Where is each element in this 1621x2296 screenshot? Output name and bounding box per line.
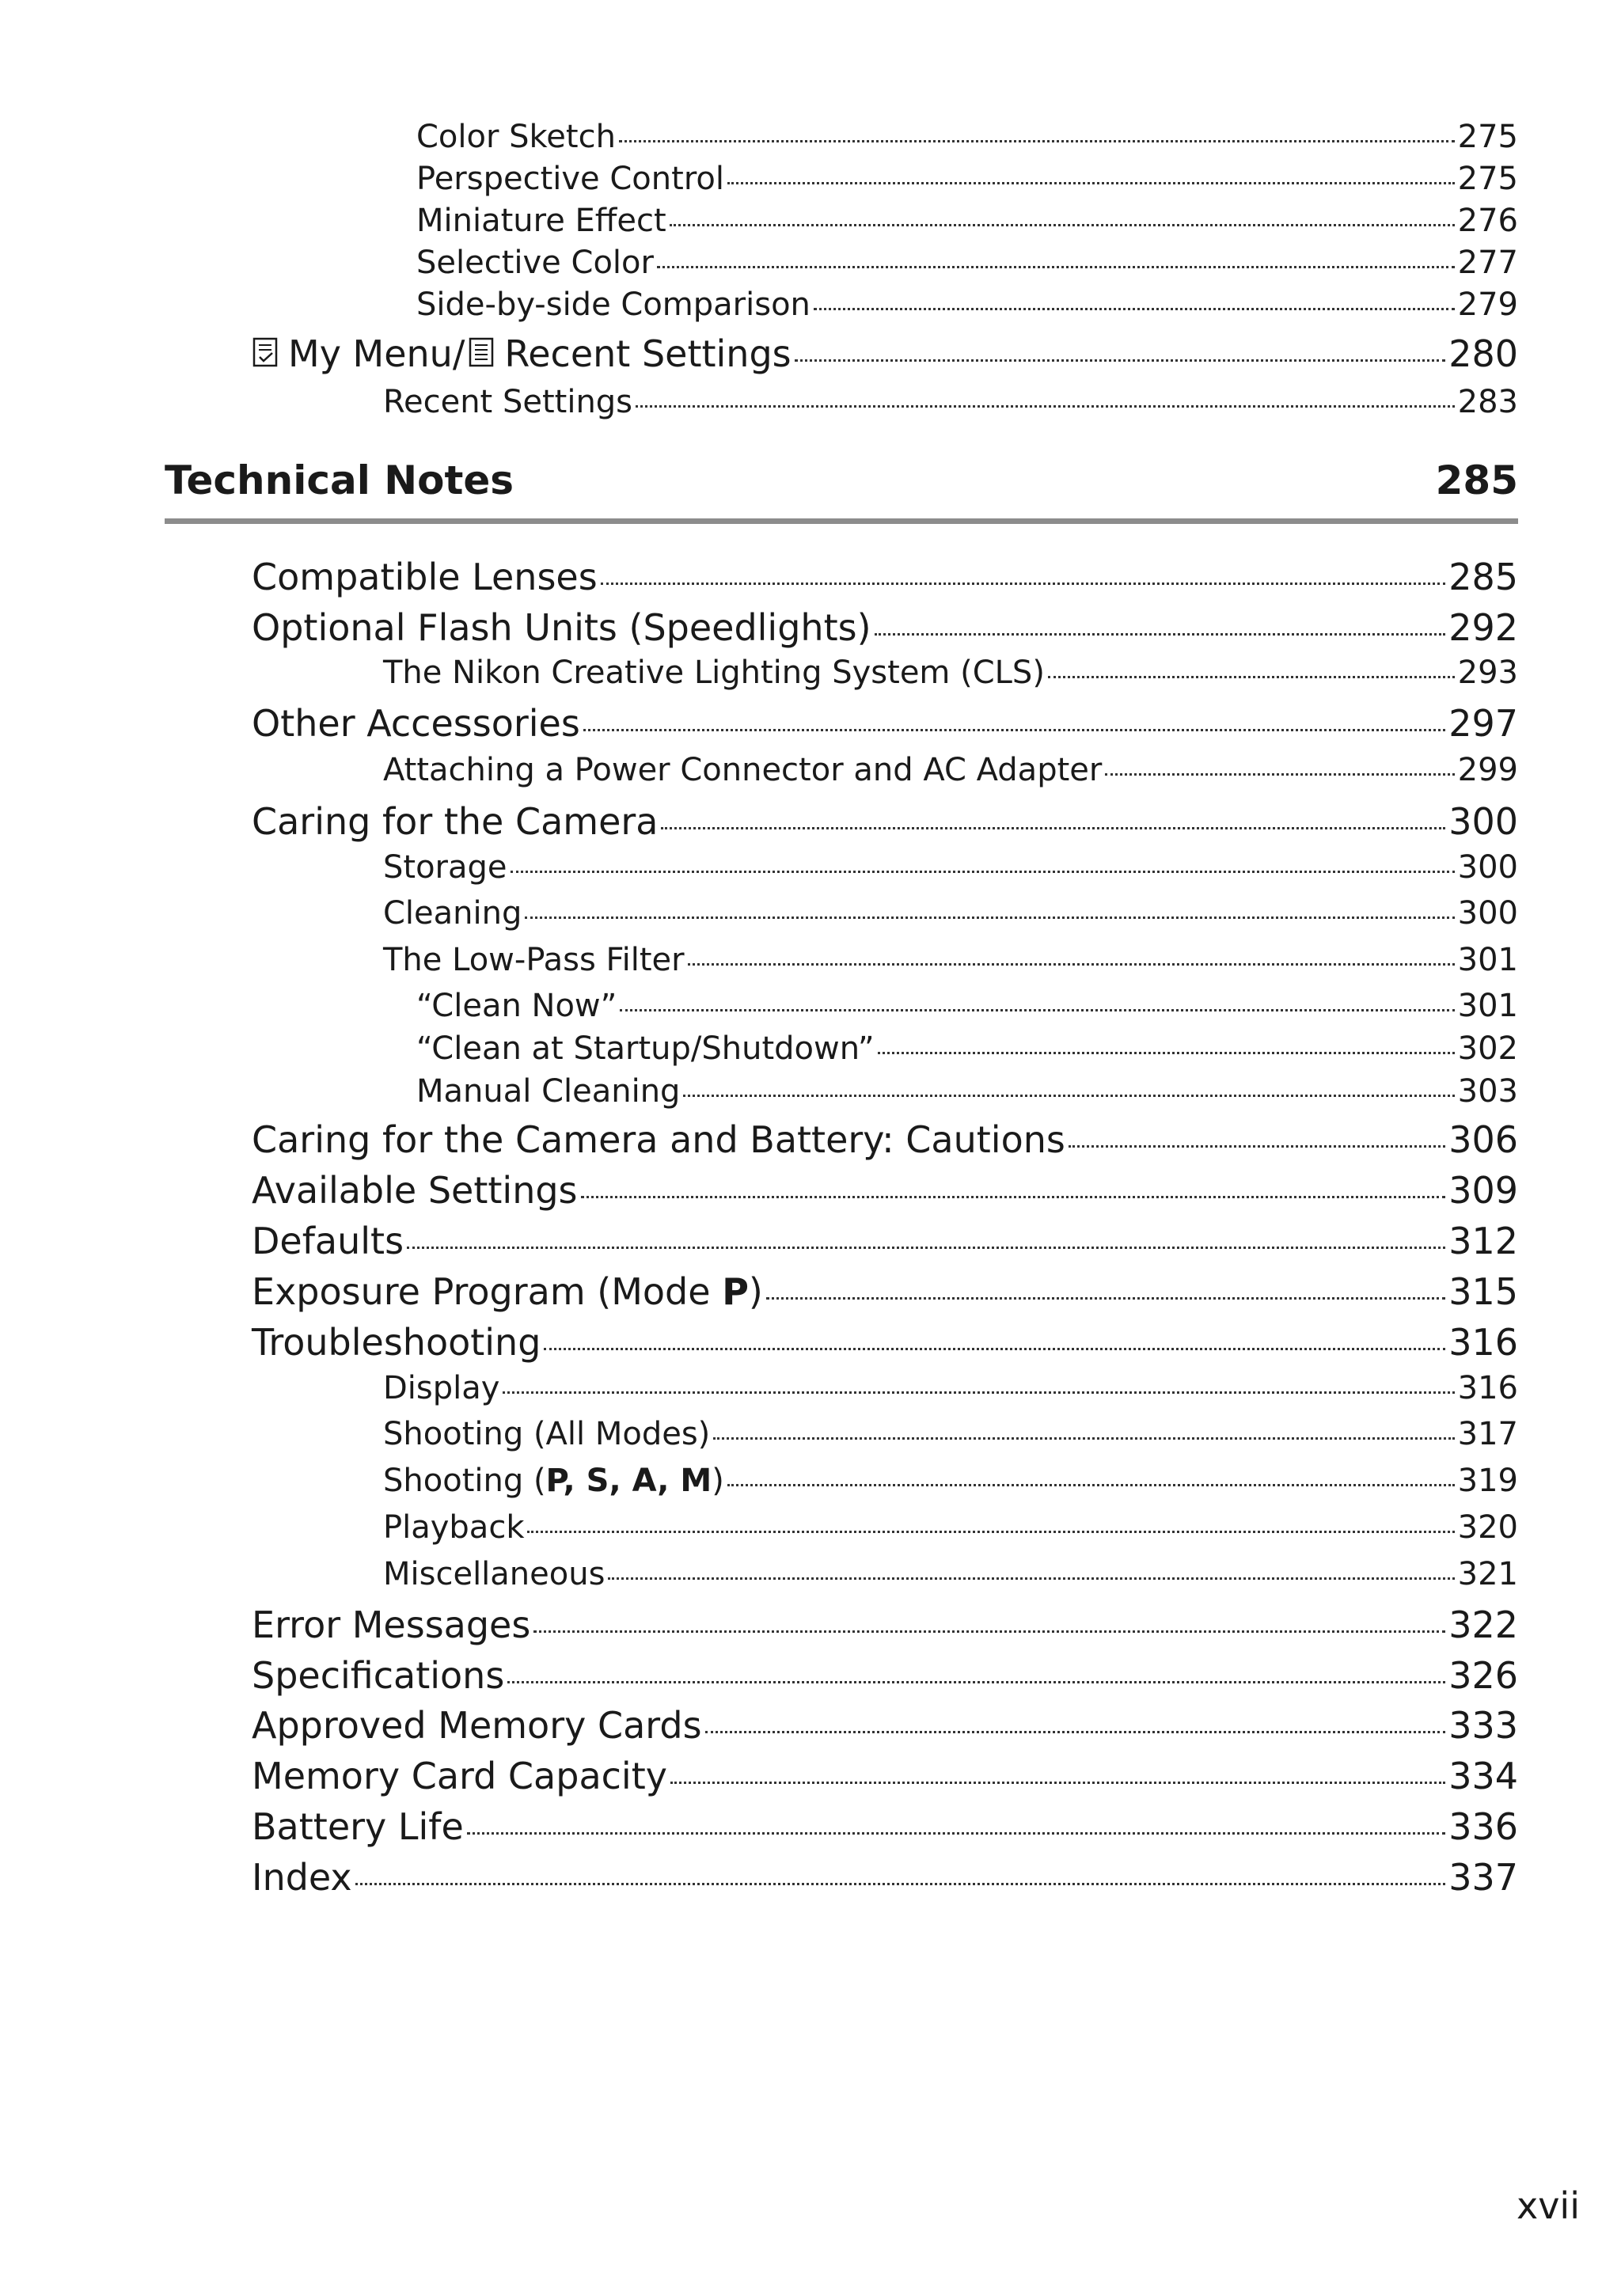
toc-entry-label: Battery Life bbox=[252, 1805, 464, 1848]
dot-leader bbox=[1048, 676, 1455, 678]
toc-entry-page: 301 bbox=[1457, 988, 1518, 1024]
toc-entry-label: “Clean at Startup/Shutdown” bbox=[416, 1030, 875, 1067]
toc-entry-side-by-side[interactable] bbox=[416, 287, 1518, 323]
toc-entry-page: 302 bbox=[1457, 1030, 1518, 1067]
toc-entry-label bbox=[252, 332, 792, 375]
dot-leader bbox=[583, 729, 1445, 731]
toc-entry-label: Color Sketch bbox=[416, 119, 616, 155]
toc-entry-label: Other Accessories bbox=[252, 702, 580, 745]
toc-entry-clean-now[interactable] bbox=[416, 988, 1518, 1024]
toc-entry-color-sketch[interactable] bbox=[416, 119, 1518, 155]
toc-entry-specifications[interactable] bbox=[252, 1654, 1518, 1697]
toc-entry-label: Troubleshooting bbox=[252, 1321, 541, 1364]
dot-leader bbox=[795, 359, 1446, 362]
section-title: Technical Notes bbox=[165, 457, 514, 503]
toc-entry-label: The Nikon Creative Lighting System (CLS) bbox=[383, 655, 1045, 691]
toc-entry-page: 299 bbox=[1457, 752, 1518, 788]
dot-leader bbox=[525, 917, 1454, 919]
dot-leader bbox=[527, 1531, 1454, 1533]
toc-entry-page: 316 bbox=[1448, 1321, 1518, 1364]
dot-leader bbox=[507, 1681, 1445, 1683]
toc-entry-selective-color[interactable] bbox=[416, 245, 1518, 281]
dot-leader bbox=[683, 1095, 1454, 1097]
toc-entry-exposure-program[interactable] bbox=[252, 1270, 1518, 1313]
toc-entry-shooting-all-modes[interactable] bbox=[383, 1416, 1518, 1452]
toc-entry-low-pass-filter[interactable] bbox=[383, 942, 1518, 978]
toc-entry-label bbox=[383, 1463, 724, 1499]
toc-entry-page: 316 bbox=[1457, 1370, 1518, 1406]
toc-entry-cls[interactable] bbox=[383, 655, 1518, 691]
toc-entry-page: 303 bbox=[1457, 1073, 1518, 1110]
toc-entry-label: Defaults bbox=[252, 1220, 404, 1262]
toc-entry-playback[interactable] bbox=[383, 1509, 1518, 1546]
toc-entry-page: 276 bbox=[1457, 203, 1518, 239]
toc-entry-page: 336 bbox=[1448, 1805, 1518, 1848]
toc-entry-cleaning[interactable] bbox=[383, 895, 1518, 932]
toc-entry-clean-startup[interactable] bbox=[416, 1030, 1518, 1067]
toc-entry-label-text: Shooting ( bbox=[383, 1463, 546, 1499]
toc-entry-label: Cleaning bbox=[383, 895, 522, 932]
toc-entry-manual-cleaning[interactable] bbox=[416, 1073, 1518, 1110]
dot-leader bbox=[670, 1782, 1445, 1784]
toc-entry-label bbox=[252, 1270, 763, 1313]
toc-entry-available-settings[interactable] bbox=[252, 1169, 1518, 1212]
toc-entry-memory-card-capacity[interactable] bbox=[252, 1755, 1518, 1797]
toc-entry-page: 275 bbox=[1457, 161, 1518, 197]
toc-entry-recent-settings[interactable] bbox=[383, 384, 1518, 420]
toc-entry-storage[interactable] bbox=[383, 849, 1518, 886]
toc-entry-display[interactable] bbox=[383, 1370, 1518, 1406]
dot-leader bbox=[661, 827, 1445, 829]
toc-entry-label: Manual Cleaning bbox=[416, 1073, 681, 1110]
toc-entry-miniature-effect[interactable] bbox=[416, 203, 1518, 239]
toc-entry-page: 293 bbox=[1457, 655, 1518, 691]
toc-entry-page: 279 bbox=[1457, 287, 1518, 323]
dot-leader bbox=[601, 583, 1446, 585]
toc-entry-page: 275 bbox=[1457, 119, 1518, 155]
toc-entry-label: Error Messages bbox=[252, 1603, 531, 1646]
toc-entry-label: Shooting (All Modes) bbox=[383, 1416, 711, 1452]
dot-leader bbox=[581, 1196, 1446, 1198]
dot-leader bbox=[875, 633, 1446, 636]
toc-entry-label: “Clean Now” bbox=[416, 988, 617, 1024]
toc-entry-flash-units[interactable] bbox=[252, 606, 1518, 649]
dot-leader bbox=[636, 405, 1455, 408]
toc-entry-cautions[interactable] bbox=[252, 1118, 1518, 1161]
dot-leader bbox=[533, 1630, 1445, 1633]
toc-entry-label-text: ) bbox=[748, 1270, 763, 1313]
toc-entry-page: 277 bbox=[1457, 245, 1518, 281]
section-divider bbox=[165, 518, 1518, 524]
toc-entry-approved-memory-cards[interactable] bbox=[252, 1704, 1518, 1747]
toc-entry-label: Approved Memory Cards bbox=[252, 1704, 702, 1747]
toc-entry-label: Side-by-side Comparison bbox=[416, 287, 810, 323]
section-page: 285 bbox=[1435, 457, 1518, 503]
toc-entry-label: Playback bbox=[383, 1509, 525, 1546]
toc-entry-label: Attaching a Power Connector and AC Adapter bbox=[383, 752, 1103, 788]
toc-entry-label: Available Settings bbox=[252, 1169, 578, 1212]
page-number: xvii bbox=[1516, 2184, 1580, 2227]
toc-entry-page: 300 bbox=[1457, 849, 1518, 886]
toc-entry-label: Memory Card Capacity bbox=[252, 1755, 667, 1797]
dot-leader bbox=[657, 266, 1455, 268]
dot-leader bbox=[467, 1832, 1445, 1835]
toc-entry-label: Optional Flash Units (Speedlights) bbox=[252, 606, 871, 649]
toc-entry-page: 300 bbox=[1457, 895, 1518, 932]
toc-entry-page: 285 bbox=[1448, 556, 1518, 598]
toc-entry-label: Perspective Control bbox=[416, 161, 724, 197]
toc-entry-page: 322 bbox=[1448, 1603, 1518, 1646]
dot-leader bbox=[1069, 1145, 1445, 1148]
dot-leader bbox=[544, 1348, 1445, 1350]
toc-entry-page: 334 bbox=[1448, 1755, 1518, 1797]
toc-entry-label: Recent Settings bbox=[383, 384, 633, 420]
dot-leader bbox=[878, 1052, 1455, 1054]
toc-entry-page: 312 bbox=[1448, 1220, 1518, 1262]
toc-entry-label: Storage bbox=[383, 849, 507, 886]
toc-entry-perspective-control[interactable] bbox=[416, 161, 1518, 197]
toc-entry-power-connector[interactable] bbox=[383, 752, 1518, 788]
toc-entry-page: 280 bbox=[1448, 332, 1518, 375]
toc-entry-page: 309 bbox=[1448, 1169, 1518, 1212]
dot-leader bbox=[407, 1247, 1445, 1249]
toc-entry-page: 321 bbox=[1457, 1556, 1518, 1592]
toc-entry-page: 283 bbox=[1457, 384, 1518, 420]
dot-leader bbox=[511, 871, 1455, 873]
toc-entry-page: 317 bbox=[1457, 1416, 1518, 1452]
toc-entry-label: Miscellaneous bbox=[383, 1556, 606, 1592]
toc-entry-label: Specifications bbox=[252, 1654, 505, 1697]
dot-leader bbox=[713, 1437, 1454, 1440]
toc-entry-page: 333 bbox=[1448, 1704, 1518, 1747]
toc-entry-troubleshooting[interactable] bbox=[252, 1321, 1518, 1364]
toc-entry-defaults[interactable] bbox=[252, 1220, 1518, 1262]
dot-leader bbox=[355, 1883, 1446, 1885]
dot-leader bbox=[766, 1297, 1445, 1300]
toc-entry-label-bold: P bbox=[722, 1270, 749, 1313]
toc-entry-label: The Low-Pass Filter bbox=[383, 942, 685, 978]
toc-entry-page: 300 bbox=[1448, 800, 1518, 843]
dot-leader bbox=[503, 1391, 1454, 1394]
dot-leader bbox=[814, 308, 1455, 310]
toc-entry-label: Compatible Lenses bbox=[252, 556, 598, 598]
toc-entry-my-menu[interactable] bbox=[252, 332, 1518, 375]
toc-entry-page: 315 bbox=[1448, 1270, 1518, 1313]
dot-leader bbox=[688, 963, 1455, 966]
toc-entry-page: 292 bbox=[1448, 606, 1518, 649]
dot-leader bbox=[705, 1731, 1446, 1733]
toc-entry-page: 297 bbox=[1448, 702, 1518, 745]
toc-entry-page: 326 bbox=[1448, 1654, 1518, 1697]
dot-leader bbox=[727, 182, 1455, 184]
my-menu-label: My Menu/ bbox=[288, 332, 465, 375]
toc-entry-page: 306 bbox=[1448, 1118, 1518, 1161]
toc-entry-error-messages[interactable] bbox=[252, 1603, 1518, 1646]
toc-entry-label: Display bbox=[383, 1370, 500, 1406]
toc-entry-page: 319 bbox=[1457, 1463, 1518, 1499]
toc-entry-shooting-psam[interactable] bbox=[383, 1463, 1518, 1499]
toc-entry-label-text: ) bbox=[712, 1463, 724, 1499]
toc-entry-label: Caring for the Camera bbox=[252, 800, 659, 843]
dot-leader bbox=[727, 1484, 1455, 1486]
recent-settings-label: Recent Settings bbox=[504, 332, 792, 375]
toc-entry-caring-camera[interactable] bbox=[252, 800, 1518, 843]
toc-entry-battery-life[interactable] bbox=[252, 1805, 1518, 1848]
toc-entry-label: Index bbox=[252, 1856, 352, 1899]
dot-leader bbox=[1105, 773, 1454, 776]
toc-entry-miscellaneous[interactable] bbox=[383, 1556, 1518, 1592]
toc-entry-label: Caring for the Camera and Battery: Cautions bbox=[252, 1118, 1065, 1161]
toc-entry-page: 320 bbox=[1457, 1509, 1518, 1546]
dot-leader bbox=[619, 140, 1455, 142]
dot-leader bbox=[608, 1577, 1454, 1580]
dot-leader bbox=[670, 224, 1455, 226]
toc-entry-compatible-lenses[interactable] bbox=[252, 556, 1518, 598]
toc-entry-label-bold: P, S, A, M bbox=[545, 1463, 712, 1499]
toc-entry-label-text: Exposure Program (Mode bbox=[252, 1270, 723, 1313]
recent-settings-icon bbox=[468, 336, 496, 368]
toc-entry-other-accessories[interactable] bbox=[252, 702, 1518, 745]
toc-entry-page: 337 bbox=[1448, 1856, 1518, 1899]
my-menu-icon bbox=[252, 336, 280, 368]
toc-entry-page: 301 bbox=[1457, 942, 1518, 978]
dot-leader bbox=[620, 1009, 1454, 1011]
toc-entry-label: Miniature Effect bbox=[416, 203, 666, 239]
toc-entry-index[interactable] bbox=[252, 1856, 1518, 1899]
toc-entry-label: Selective Color bbox=[416, 245, 654, 281]
